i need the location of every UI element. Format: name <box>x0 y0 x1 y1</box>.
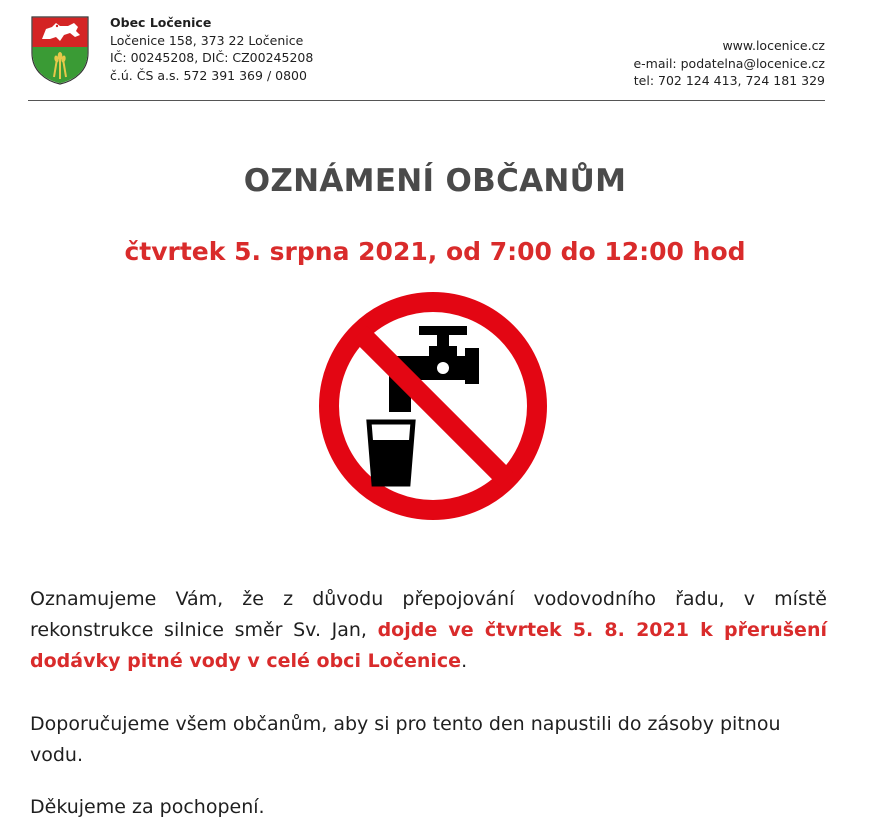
highlighted-outage-text: dojde ve čtvrtek 5. 8. 2021 k přerušení dodávky pitné vody v celé obci Ločenice <box>30 619 827 672</box>
coat-of-arms-icon <box>30 15 90 85</box>
notice-paragraph <box>30 584 827 677</box>
phone-numbers: tel: 702 124 413, 724 181 329 <box>633 73 825 88</box>
sender-block <box>110 14 313 84</box>
no-drinking-water-icon <box>317 290 549 522</box>
notice-title: OZNÁMENÍ OBČANŮM <box>243 163 627 199</box>
website-link[interactable]: www.locenice.cz <box>722 38 825 53</box>
email-link[interactable]: e-mail: podatelna@locenice.cz <box>633 55 825 71</box>
org-name: Obec Ločenice <box>110 15 212 30</box>
org-address: Ločenice 158, 373 22 Ločenice <box>110 32 304 48</box>
thanks-paragraph: Děkujeme za pochopení. <box>30 796 265 818</box>
org-bank-account: č.ú. ČS a.s. 572 391 369 / 0800 <box>110 67 307 83</box>
contact-block <box>633 37 825 90</box>
header-divider <box>28 100 825 101</box>
paragraph-end: . <box>461 650 468 672</box>
notice-date: čtvrtek 5. srpna 2021, od 7:00 do 12:00 hod <box>124 237 746 266</box>
recommendation-paragraph: Doporučujeme všem občanům, aby si pro tento den napustili do zásoby pitnou vodu. <box>30 713 781 766</box>
paragraph-text: Oznamujeme Vám, že z důvodu přepojování vodovodního řadu, v místě rekonstrukce silnice směr Sv. Jan, <box>30 588 827 641</box>
org-ids: IČ: 00245208, DIČ: CZ00245208 <box>110 50 314 65</box>
